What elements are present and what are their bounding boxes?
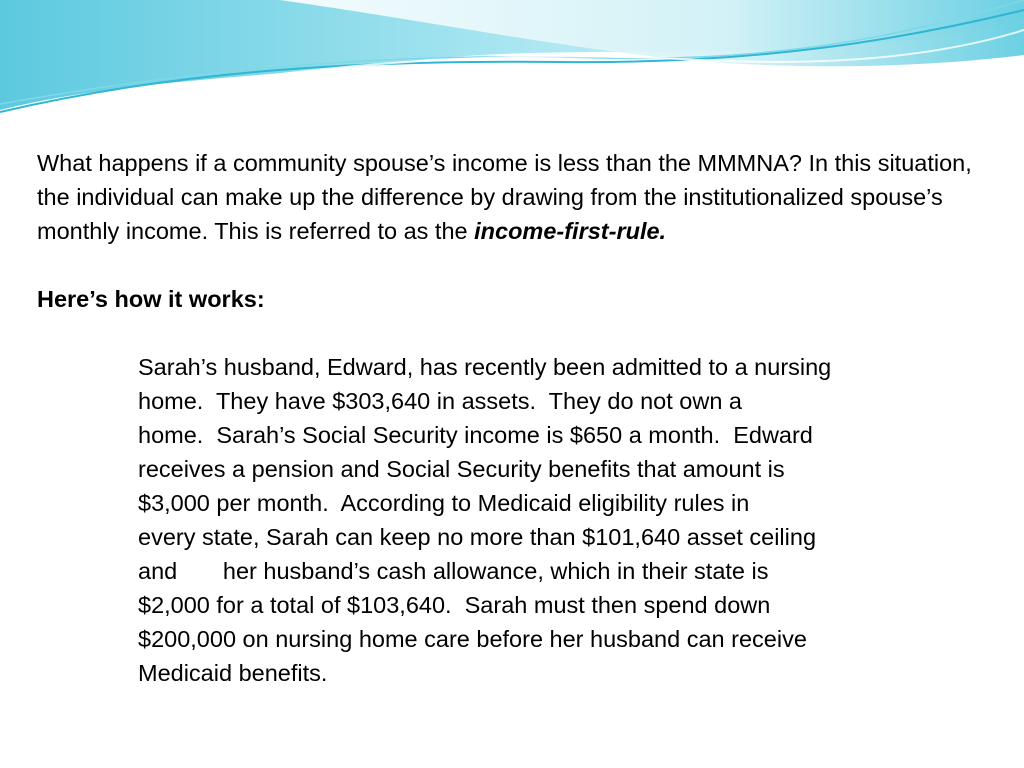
intro-paragraph xyxy=(37,146,997,248)
example-line: $200,000 on nursing home care before her husband can receive xyxy=(138,626,807,652)
header-wave-decoration xyxy=(0,0,1024,120)
example-line: and her husband’s cash allowance, which in their state is xyxy=(138,558,769,584)
example-line: $3,000 per month. According to Medicaid eligibility rules in xyxy=(138,490,750,516)
rule-name: income-first-rule. xyxy=(474,218,667,244)
slide-body xyxy=(37,146,997,690)
example-line: Medicaid benefits. xyxy=(138,660,328,686)
example-line: $2,000 for a total of $103,640. Sarah must then spend down xyxy=(138,592,771,618)
example-line: receives a pension and Social Security benefits that amount is xyxy=(138,456,785,482)
example-line: home. Sarah’s Social Security income is $650 a month. Edward xyxy=(138,422,813,448)
example-line: Sarah’s husband, Edward, has recently been admitted to a nursing xyxy=(138,354,832,380)
example-line: every state, Sarah can keep no more than $101,640 asset ceiling xyxy=(138,524,817,550)
intro-text: What happens if a community spouse’s income is less than the MMMNA? In this situation, the individual can make up the difference by drawing from the institutionalized spouse’s monthly income. This is referred to as the xyxy=(37,150,972,244)
example-line: home. They have $303,640 in assets. They do not own a xyxy=(138,388,743,414)
section-heading: Here’s how it works: xyxy=(37,286,265,312)
example-paragraph xyxy=(138,350,988,690)
